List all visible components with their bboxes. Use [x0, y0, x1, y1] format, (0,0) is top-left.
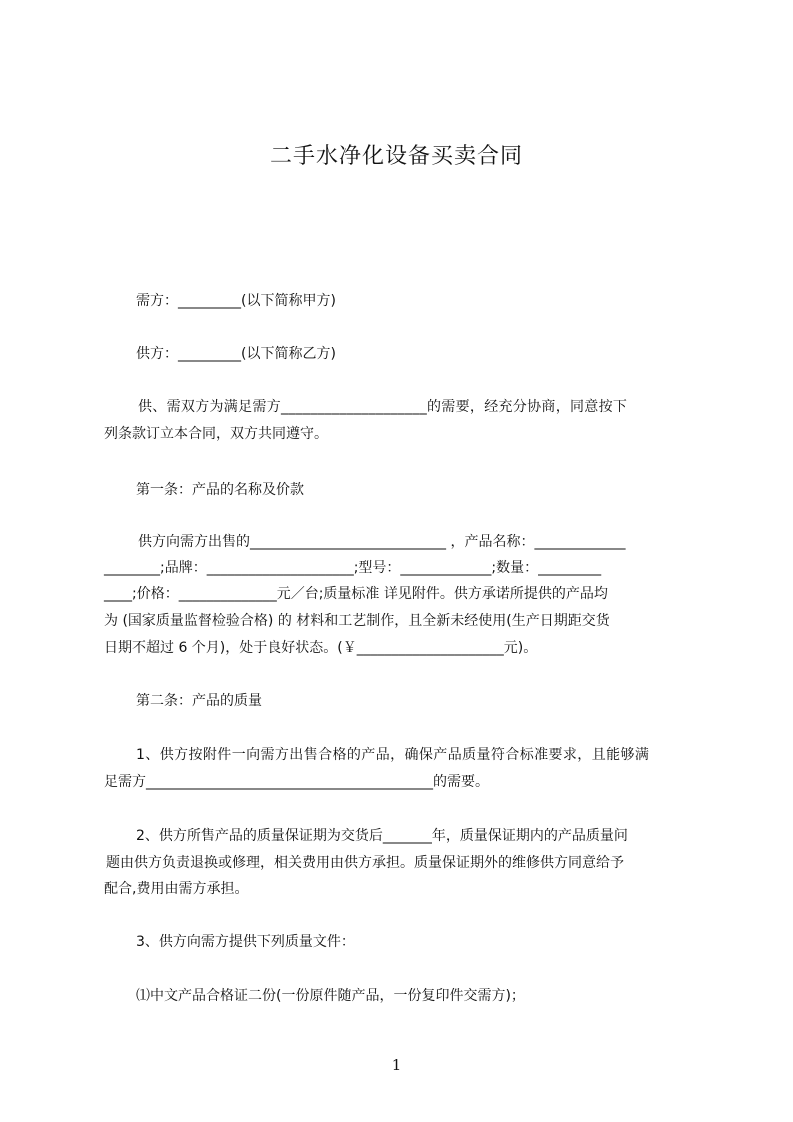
clause-2-line-2: 题由供方负责退换或修理，相关费用由供方承担。质量保证期外的维修供方同意给予	[106, 855, 624, 871]
document-title: 二手水净化设备买卖合同	[269, 144, 523, 169]
preamble-line-2: 列条款订立本合同，双方共同遵守。	[104, 426, 328, 442]
clause-2-line-1: 2、供方所售产品的质量保证期为交货后_______年，质量保证期内的产品质量问	[136, 828, 628, 844]
article-1-line-1: 供方向需方出售的____________________________ ，产品名称：_____________	[138, 534, 626, 550]
article-1-line-4: 为 (国家质量监督检验合格) 的 材料和工艺制作，且全新未经使用(生产日期距交货	[104, 613, 610, 629]
buyer-line: 需方：_________(以下简称甲方)	[136, 293, 336, 309]
article-1-heading: 第一条：产品的名称及价款	[136, 482, 304, 498]
clause-3-item-1: ⑴中文产品合格证二份(一份原件随产品，一份复印件交需方)；	[136, 988, 525, 1004]
seller-line: 供方：_________(以下简称乙方)	[136, 346, 336, 362]
article-2-heading: 第二条：产品的质量	[136, 693, 262, 709]
clause-2-line-3: 配合,费用由需方承担。	[104, 881, 249, 897]
preamble-line-1: 供、需双方为满足需方____________________的需要，经充分协商，同意按下	[138, 399, 628, 415]
clause-3-line: 3、供方向需方提供下列质量文件：	[136, 934, 355, 950]
article-1-line-3: ____;价格：______________元／台;质量标准 详见附件。供方承诺所提供的产品均	[104, 586, 608, 602]
clause-1-line-2: 足需方_________________________________________的需要。	[104, 774, 489, 790]
clause-1-line-1: 1、供方按附件一向需方出售合格的产品，确保产品质量符合标准要求，且能够满	[136, 747, 650, 763]
article-1-line-2: ________;品牌：_____________________;型号：_____________;数量：_________	[104, 560, 602, 576]
article-1-line-5: 日期不超过 6 个月)，处于良好状态。(￥_____________________元)。	[104, 640, 538, 656]
page-number: 1	[391, 1056, 402, 1074]
